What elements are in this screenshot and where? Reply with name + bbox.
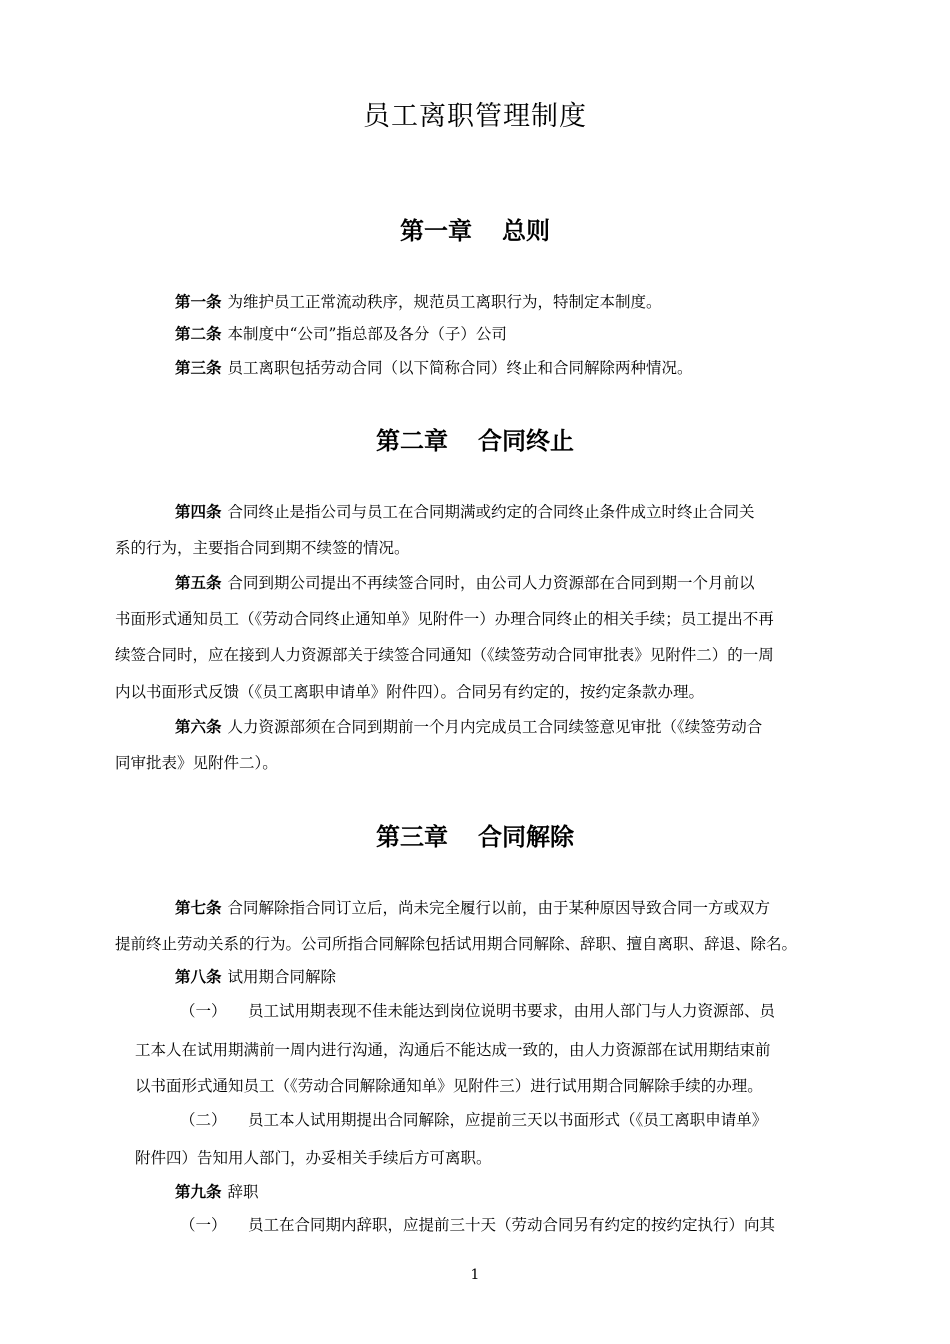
article-6 [175,717,762,737]
article-8-item-2-continuation: 附件四）告知用人部门，办妥相关手续后方可离职。 [135,1149,492,1167]
article-label: 第八条 [175,968,222,986]
article-label: 第七条 [175,899,222,917]
article-8-item-1 [180,1001,775,1021]
article-7 [175,898,770,918]
item-marker: （一） [180,1216,227,1234]
article-text: 人力资源部须在合同到期前一个月内完成员工合同续签意见审批（《续签劳动合 [227,718,763,736]
article-5-continuation: 续签合同时，应在接到人力资源部关于续签合同通知（《续签劳动合同审批表》见附件二）的一周 [115,646,774,664]
article-text: 员工离职包括劳动合同（以下简称合同）终止和合同解除两种情况。 [227,359,693,377]
article-8-item-1-continuation: 工本人在试用期满前一周内进行沟通，沟通后不能达成一致的，由人力资源部在试用期结束前 [135,1041,771,1059]
chapter-name: 合同终止 [478,427,574,455]
article-1 [175,292,662,312]
chapter-number: 第三章 [376,823,448,851]
article-6-continuation: 同审批表》见附件二）。 [115,754,278,772]
article-label: 第三条 [175,359,222,377]
article-label: 第一条 [175,293,222,311]
article-label: 第九条 [175,1183,222,1201]
article-4-continuation: 系的行为，主要指合同到期不续签的情况。 [115,539,410,557]
item-text: 员工在合同期内辞职，应提前三十天（劳动合同另有约定的按约定执行）向其 [248,1216,776,1234]
article-9-item-1 [180,1215,775,1235]
article-label: 第二条 [175,325,222,343]
article-5-continuation: 书面形式通知员工（《劳动合同终止通知单》见附件一）办理合同终止的相关手续；员工提出不再 [115,610,774,628]
item-text: 员工本人试用期提出合同解除，应提前三天以书面形式（《员工离职申请单》 [248,1111,768,1129]
article-7-continuation: 提前终止劳动关系的行为。公司所指合同解除包括试用期合同解除、辞职、擅自离职、辞退、除名。 [115,935,798,953]
article-text: 辞职 [227,1183,259,1201]
article-8 [175,967,336,987]
article-text: 合同到期公司提出不再续签合同时，由公司人力资源部在合同到期一个月前以 [227,574,755,592]
article-label: 第五条 [175,574,222,592]
item-text: 员工试用期表现不佳未能达到岗位说明书要求，由用人部门与人力资源部、员 [248,1002,776,1020]
article-4 [175,502,755,522]
chapter-number: 第一章 [400,217,472,245]
chapter-name: 合同解除 [478,823,574,851]
article-3 [175,358,693,378]
article-text: 合同解除指合同订立后，尚未完全履行以前，由于某种原因导致合同一方或双方 [227,899,771,917]
chapter-heading-2 [0,421,950,456]
item-marker: （二） [180,1111,227,1129]
article-text: 本制度中“公司”指总部及各分（子）公司 [227,325,507,343]
item-marker: （一） [180,1002,227,1020]
article-text: 为维护员工正常流动秩序，规范员工离职行为，特制定本制度。 [227,293,662,311]
article-label: 第六条 [175,718,222,736]
chapter-heading-3 [0,817,950,852]
page-number: 1 [470,1267,480,1283]
article-9 [175,1182,259,1202]
article-8-item-1-continuation: 以书面形式通知员工（《劳动合同解除通知单》见附件三）进行试用期合同解除手续的办理。 [135,1077,763,1095]
article-label: 第四条 [175,503,222,521]
chapter-name: 总则 [502,217,550,245]
article-text: 合同终止是指公司与员工在合同期满或约定的合同终止条件成立时终止合同关 [227,503,755,521]
document-title: 员工离职管理制度 [363,101,587,132]
article-8-item-2 [180,1110,767,1130]
chapter-heading-1 [0,211,950,246]
article-5-continuation: 内以书面形式反馈（《员工离职申请单》附件四）。合同另有约定的，按约定条款办理。 [115,683,705,701]
article-5 [175,573,755,593]
article-text: 试用期合同解除 [227,968,337,986]
article-2 [175,324,507,344]
chapter-number: 第二章 [376,427,448,455]
